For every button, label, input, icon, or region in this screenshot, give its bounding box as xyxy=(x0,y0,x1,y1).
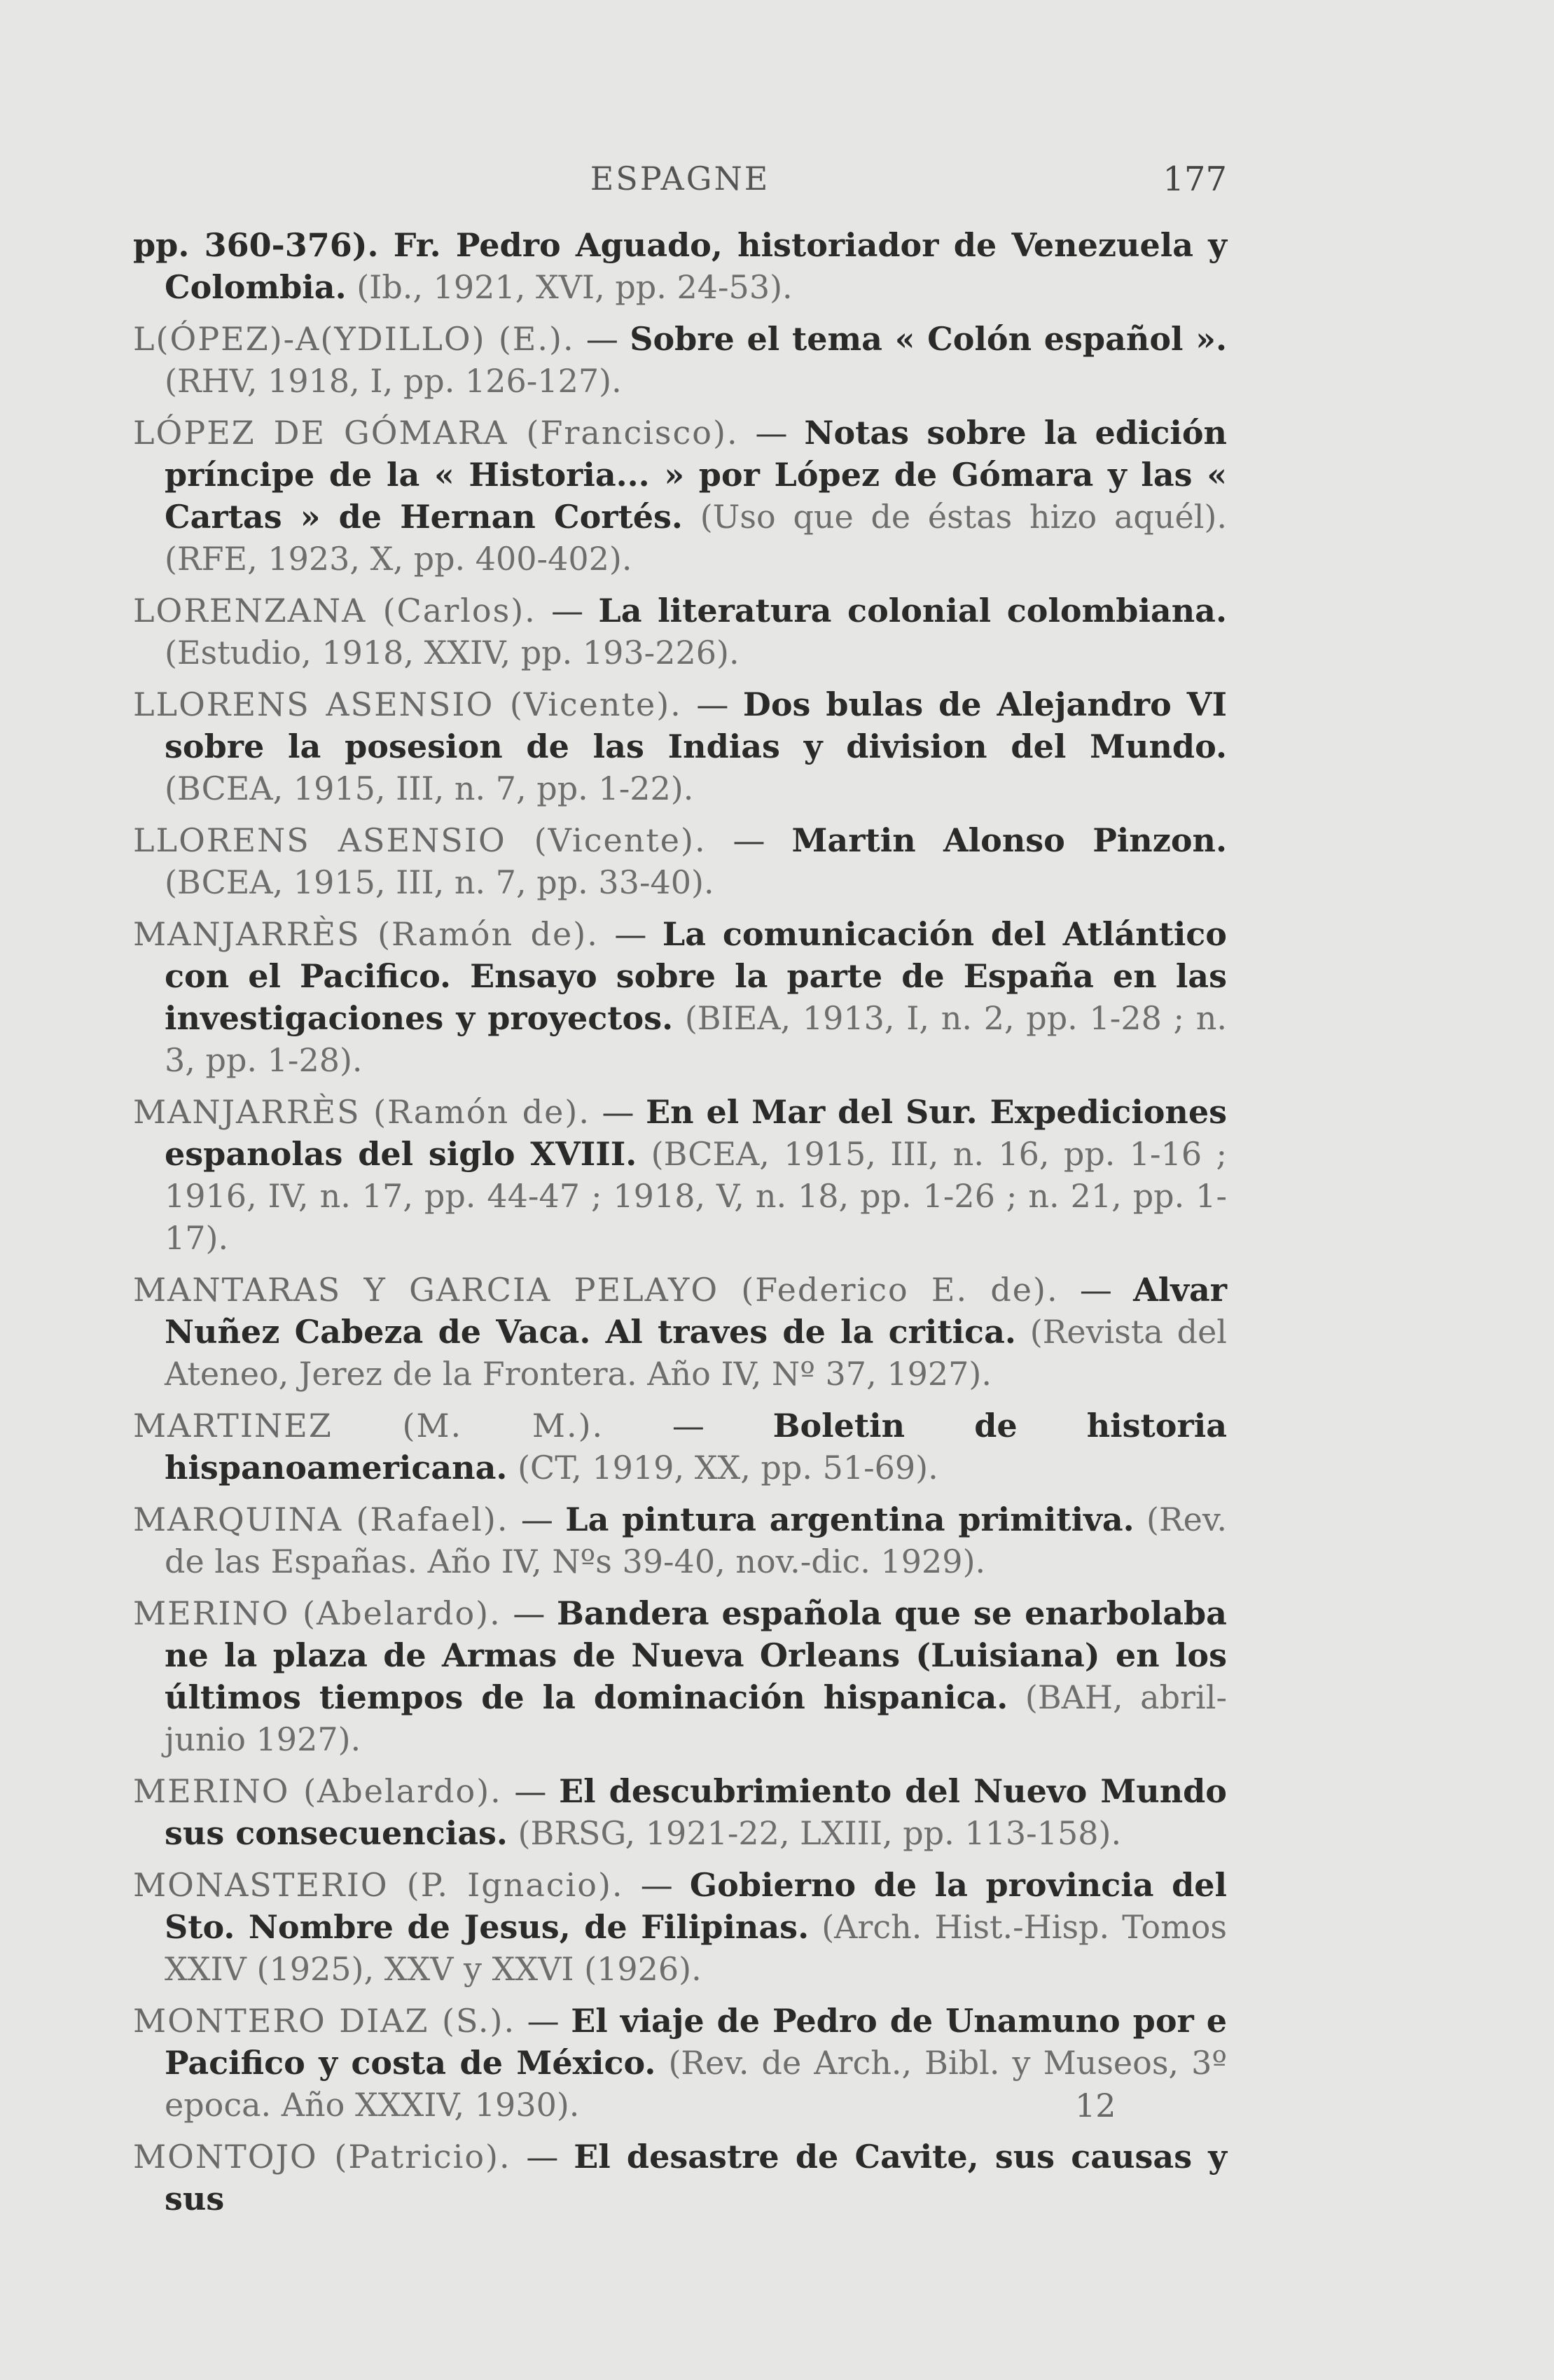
entry-author: MONASTERIO (P. Ignacio). xyxy=(133,1866,624,1904)
entry-title: Sobre el tema « Colón español ». xyxy=(630,320,1227,358)
entry-pub: (BCEA, 1915, III, n. 16, pp. 1-16 ; 1916, IV, n. 17, pp. 44-47 ; 1918, V, n. 18, pp. 1-26 ; n. 21, pp. 1-17). xyxy=(165,1135,1227,1257)
entry-author: MANJARRÈS (Ramón de). xyxy=(133,915,599,953)
entry-pub: (BAH, abril-junio 1927). xyxy=(165,1678,1227,1758)
entry-pub: (Rev. de las Españas. Año IV, Nºs 39-40, nov.-dic. 1929). xyxy=(165,1501,1227,1580)
entry-pub: (RHV, 1918, I, pp. 126-127). xyxy=(165,362,622,400)
entry-pub: (Ib., 1921, XVI, pp. 24-53). xyxy=(356,268,793,306)
entry-title: Dos bulas de Alejandro VI sobre la posesion de las Indias y division del Mundo. xyxy=(165,686,1227,765)
entry-title: pp. 360-376). Fr. Pedro Aguado, historiador de Venezuela y Colombia. xyxy=(133,226,1227,306)
entry-sep: — xyxy=(511,2138,574,2176)
entry-author: MANJARRÈS (Ramón de). xyxy=(133,1093,590,1131)
entry-title: En el Mar del Sur. Expediciones espanolas del siglo XVIII. xyxy=(165,1093,1227,1173)
entry-sep: — xyxy=(623,1866,690,1904)
entry-title: Alvar Nuñez Cabeza de Vaca. Al traves de la critica. xyxy=(165,1271,1227,1351)
bibliography-entry xyxy=(133,318,1227,402)
bibliography-entry xyxy=(133,412,1227,580)
bibliography-entry xyxy=(133,1592,1227,1760)
bibliography-list xyxy=(133,224,1227,2229)
entry-title: Martin Alonso Pinzon. xyxy=(791,821,1227,859)
bibliography-entry xyxy=(133,1770,1227,1854)
entry-title: La literatura colonial colombiana. xyxy=(598,592,1227,629)
page-number: 177 xyxy=(1163,160,1227,199)
entry-title: Gobierno de la provincia del Sto. Nombre de Jesus, de Filipinas. xyxy=(165,1866,1227,1946)
bibliography-entry xyxy=(133,913,1227,1081)
entry-sep: — xyxy=(604,1407,773,1445)
bibliography-entry xyxy=(133,2000,1227,2126)
entry-sep: — xyxy=(508,1501,566,1538)
entry-author: LLORENS ASENSIO (Vicente). xyxy=(133,686,682,723)
page-header xyxy=(133,160,1227,202)
entry-sep: — xyxy=(1058,1271,1134,1309)
entry-title: El viaje de Pedro de Unamuno por e Pacifico y costa de México. xyxy=(165,2002,1227,2082)
entry-title: La pintura argentina primitiva. xyxy=(565,1501,1135,1538)
entry-pub: (BIEA, 1913, I, n. 2, pp. 1-28 ; n. 3, pp. 1-28). xyxy=(165,999,1227,1079)
bibliography-entry xyxy=(133,1269,1227,1395)
entry-title: Bandera española que se enarbolaba ne la plaza de Armas de Nueva Orleans (Luisiana) en los últimos tiempos de la dominación hispanica. xyxy=(165,1594,1227,1716)
bibliography-entry xyxy=(133,683,1227,809)
bibliography-entry xyxy=(133,224,1227,308)
entry-pub: (BCEA, 1915, III, n. 7, pp. 33-40). xyxy=(165,863,714,901)
entry-sep: — xyxy=(501,1772,560,1810)
entry-pub: (Estudio, 1918, XXIV, pp. 193-226). xyxy=(165,634,740,671)
entry-sep: — xyxy=(738,414,805,452)
entry-author: MARTINEZ (M. M.). xyxy=(133,1407,604,1445)
bibliography-entry xyxy=(133,1864,1227,1990)
bibliography-entry xyxy=(133,819,1227,903)
entry-author: MONTERO DIAZ (S.). xyxy=(133,2002,516,2040)
bibliography-entry xyxy=(133,1498,1227,1582)
running-title: ESPAGNE xyxy=(590,160,770,197)
bibliography-entry xyxy=(133,1405,1227,1489)
entry-pub: (Arch. Hist.-Hisp. Tomos XXIV (1925), XXV y XXVI (1926). xyxy=(165,1908,1227,1988)
entry-pub: (Uso que de éstas hizo aquél). (RFE, 1923, X, pp. 400-402). xyxy=(165,498,1227,578)
bibliography-entry xyxy=(133,1091,1227,1259)
signature-mark: 12 xyxy=(1075,2087,1116,2124)
entry-sep: — xyxy=(706,821,792,859)
entry-sep: — xyxy=(515,2002,571,2040)
entry-sep: — xyxy=(501,1594,557,1632)
entry-author: MANTARAS Y GARCIA PELAYO (Federico E. de). xyxy=(133,1271,1059,1309)
entry-pub: (Rev. de Arch., Bibl. y Museos, 3º epoca. Año XXXIV, 1930). xyxy=(165,2044,1228,2124)
entry-sep: — xyxy=(574,320,630,358)
entry-sep: — xyxy=(598,915,662,953)
bibliography-entry xyxy=(133,590,1227,674)
entry-author: MERINO (Abelardo). xyxy=(133,1772,502,1810)
entry-author: L(ÓPEZ)-A(YDILLO) (E.). xyxy=(133,320,575,358)
bibliography-entry xyxy=(133,2136,1227,2220)
entry-author: LLORENS ASENSIO (Vicente). xyxy=(133,821,707,859)
entry-pub: (BCEA, 1915, III, n. 7, pp. 1-22). xyxy=(165,770,694,807)
entry-title: El desastre de Cavite, sus causas y sus xyxy=(165,2138,1228,2218)
entry-author: LÓPEZ DE GÓMARA (Francisco). xyxy=(133,414,739,452)
entry-sep: — xyxy=(681,686,743,723)
entry-title: Notas sobre la edición príncipe de la « Historia... » por López de Gómara y las « Cartas » de Hernan Cortés. xyxy=(165,414,1227,536)
entry-title: La comunicación del Atlántico con el Pacifico. Ensayo sobre la parte de España en las investigaciones y proyectos. xyxy=(165,915,1227,1037)
entry-pub: (CT, 1919, XX, pp. 51-69). xyxy=(518,1449,938,1487)
entry-author: MONTOJO (Patricio). xyxy=(133,2138,511,2176)
entry-sep: — xyxy=(536,592,599,629)
entry-pub: (Revista del Ateneo, Jerez de la Frontera. Año IV, Nº 37, 1927). xyxy=(165,1313,1227,1393)
entry-title: Boletin de historia hispanoamericana. xyxy=(165,1407,1227,1487)
entry-author: MARQUINA (Rafael). xyxy=(133,1501,509,1538)
entry-author: LORENZANA (Carlos). xyxy=(133,592,536,629)
entry-author: MERINO (Abelardo). xyxy=(133,1594,501,1632)
entry-pub: (BRSG, 1921-22, LXIII, pp. 113-158). xyxy=(518,1814,1122,1852)
entry-sep: — xyxy=(590,1093,646,1131)
entry-title: El descubrimiento del Nuevo Mundo sus consecuencias. xyxy=(165,1772,1227,1852)
